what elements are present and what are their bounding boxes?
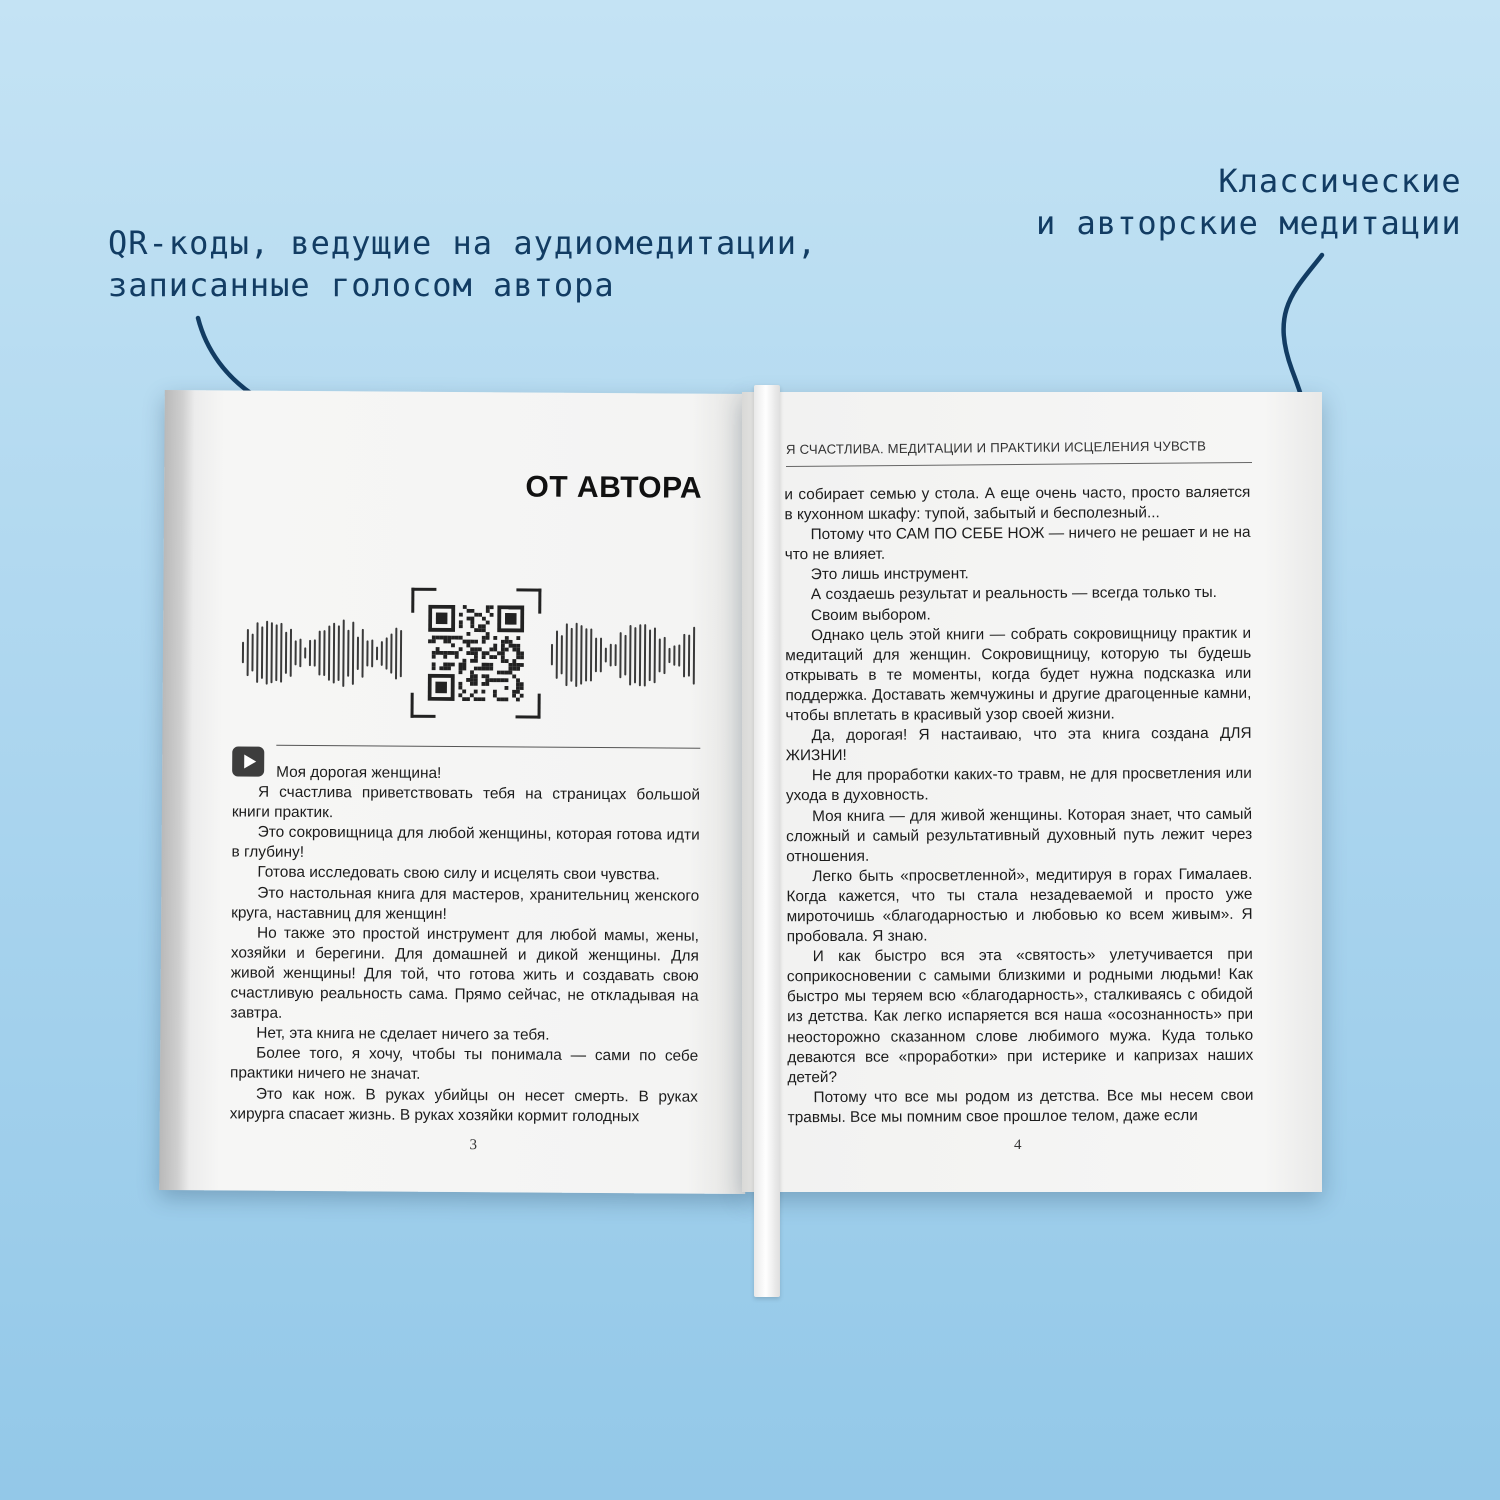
- paragraph: Нет, эта книга не сделает ничего за тебя.: [256, 1024, 550, 1044]
- paragraph: Это лишь инструмент.: [810, 565, 969, 584]
- left-page: [159, 390, 751, 1194]
- right-page: [742, 392, 1322, 1192]
- page-number: 4: [1014, 1137, 1022, 1153]
- paragraph: Потому что САМ ПО СЕБЕ НОЖ — ничего не решает и не на что не влияет.: [784, 523, 1251, 564]
- paragraph: Не для проработки каких-то травм, не для просветления или ухода в духовность.: [785, 765, 1252, 805]
- paragraph: Более того, я хочу, чтобы ты понимала — сами по себе практики ничего не значат.: [229, 1044, 699, 1084]
- paragraph: Однако цель этой книги — собрать сокровищницу практик и медитаций для женщин. Сокровищницу, которую ты будешь открывать в те моменты, когда будет нужна подсказка или поддержка. Доставать жемчужины и другие драгоценные камни, чтобы вплетать в красивый узор своей жизни.: [785, 624, 1252, 725]
- paragraph: и собирает семью у стола. А еще очень часто, просто валяется в кухонном шкафу: тупой, забытый и бесполезный...: [784, 483, 1251, 524]
- paragraph: Моя дорогая женщина!: [276, 763, 442, 782]
- paragraph: Моя книга — для живой женщины. Которая знает, что самый сложный и самый результативный духовный путь лежит через отношения.: [786, 805, 1253, 865]
- paragraph: Но также это простой инструмент для любой мамы, жены, хозяйки и берегини. Для домашней и дикой женщины. Для живой женщины! Для той, что готова жить и создавать свою счастливую реальность сама. Прямо сейчас, не откладывая на завтра.: [230, 924, 700, 1022]
- paragraph: Легко быть «просветленной», медитируя в горах Гималаев. Когда кажется, что ты стала незадеваемой и просто уже мироточишь «благодарностью и любовью ко всем живым». Я пробовала. Я знаю.: [786, 865, 1253, 946]
- callout-meditations: Классические и авторские медитации: [1036, 162, 1462, 242]
- page-number: 3: [469, 1137, 478, 1154]
- body-text-left: [230, 762, 701, 1127]
- bookmark-ribbon: [754, 385, 780, 1297]
- chapter-title: ОТ АВТОРА: [525, 470, 703, 505]
- qr-frame[interactable]: [411, 588, 542, 719]
- paragraph: Своим выбором.: [810, 606, 931, 624]
- paragraph: Потому что все мы родом из детства. Все мы несем свои травмы. Все мы помним свое прошлое телом, даже если: [787, 1086, 1254, 1127]
- paragraph: А создаешь результат и реальность — всегда только ты.: [810, 584, 1217, 604]
- paragraph: Это как нож. В руках убийцы он несет смерть. В руках хирурга спасает жизнь. В руках хозяйки кормит голодных: [229, 1085, 698, 1125]
- paragraph: Это настольная книга для мастеров, хранительниц женского круга, наставниц для женщин!: [231, 884, 700, 923]
- body-text-right: [784, 483, 1253, 1128]
- paragraph: Готова исследовать свою силу и исцелять свои чувства.: [257, 864, 660, 884]
- divider: [276, 745, 700, 749]
- paragraph: Это сокровищница для любой женщины, которая готова идти в глубину!: [231, 823, 700, 862]
- divider: [786, 462, 1252, 467]
- paragraph: И как быстро вся эта «святость» улетучивается при соприкосновении с самыми близкими и родными людьми! Как быстро мы теряем всю «благодарность», сталкиваясь с обидой из детства. Как легко испаряется вся наша «осознанность» при неосторожно сказанном слове любимого мужа. Куда только деваются все «проработки» при истерике и капризах наших детей?: [786, 945, 1254, 1086]
- sound-wave-right-icon: [550, 615, 697, 696]
- sound-wave-left-icon: [241, 613, 404, 694]
- qr-code-icon[interactable]: [428, 605, 525, 702]
- paragraph: Да, дорогая! Я настаиваю, что эта книга создана ДЛЯ ЖИЗНИ!: [785, 724, 1252, 765]
- paragraph: Я счастлива приветствовать тебя на страницах большой книги практик.: [231, 783, 701, 822]
- running-head: Я СЧАСТЛИВА. МЕДИТАЦИИ И ПРАКТИКИ ИСЦЕЛЕНИЯ ЧУВСТВ: [785, 438, 1207, 458]
- callout-qr-codes: QR-коды, ведущие на аудиомедитации, записанные голосом автора: [108, 224, 818, 304]
